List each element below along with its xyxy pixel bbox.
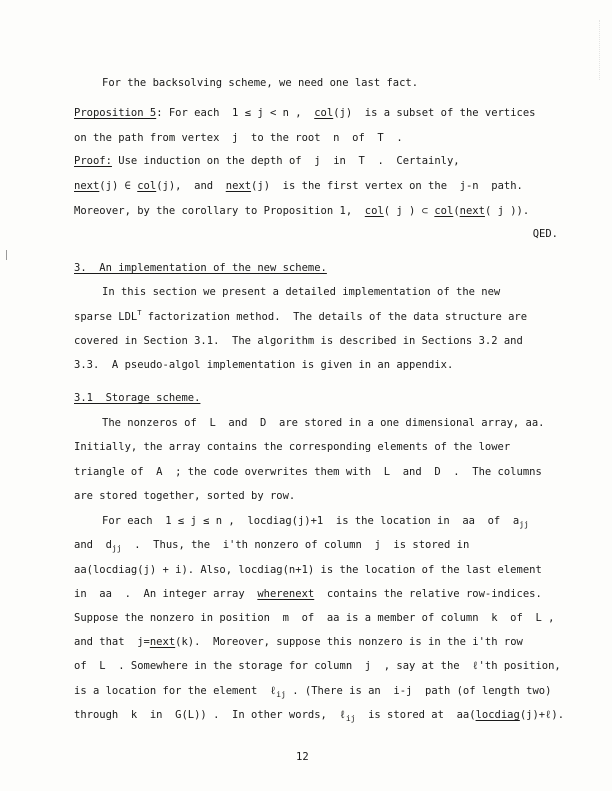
paragraph-line: covered in Section 3.1. The algorithm is described in Sections 3.2 and <box>74 335 523 347</box>
proof-line: Moreover, by the corollary to Proposition 1, col( j ) ⊂ col(next( j )). <box>74 205 530 217</box>
proof-label: Proof: <box>74 155 112 167</box>
paragraph-line: sparse $LDL^T$ factorization method. The details of the data structure are <box>74 309 528 323</box>
paragraph-line: For each 1 ≤ j ≤ n , locdiag(j)+1 is the location in aa of $a_{jj}$ <box>102 515 529 529</box>
paragraph-line: is a location for the element ℓ$_{ij}$ . (There is an i-j path (of length two) <box>74 685 552 699</box>
proposition-line: on the path from vertex j to the root n of T . <box>74 132 403 144</box>
qed-mark: QED. <box>532 228 558 240</box>
paragraph-line: through k in G(L)) . In other words, ℓ$_{ij}$ is stored at aa(locdiag(j)+ℓ). <box>74 709 565 723</box>
paragraph-line: The nonzeros of L and D are stored in a one dimensional array, aa. <box>102 417 545 429</box>
paragraph-line: are stored together, sorted by row. <box>74 490 296 502</box>
scan-artifact <box>599 20 606 80</box>
page-number: 12 <box>296 751 309 763</box>
paragraph-line: 3.3. A pseudo-algol implementation is given in an appendix. <box>74 359 454 371</box>
section-heading: 3. An implementation of the new scheme. <box>74 262 327 274</box>
proof-line: Proof: Use induction on the depth of j in T . Certainly, <box>74 155 460 167</box>
subsection-heading: 3.1 Storage scheme. <box>74 392 201 404</box>
paragraph-line: and that j=next(k). Moreover, suppose this nonzero is in the i'th row <box>74 636 523 648</box>
proposition-label: Proposition 5 <box>74 107 157 119</box>
paragraph-line: aa(locdiag(j) + i). Also, locdiag(n+1) is the location of the last element <box>74 564 542 576</box>
paragraph-line: For the backsolving scheme, we need one last fact. <box>102 77 419 89</box>
margin-mark <box>6 250 7 260</box>
paragraph-line: and $d_{jj}$ . Thus, the i'th nonzero of column j is stored in <box>74 539 470 553</box>
paragraph-line: in aa . An integer array wherenext contains the relative row-indices. <box>74 588 542 600</box>
proof-line: next(j) ∈ col(j), and next(j) is the first vertex on the j-n path. <box>74 180 523 192</box>
paragraph-line: In this section we present a detailed implementation of the new <box>102 286 501 298</box>
paragraph-line: Initially, the array contains the corresponding elements of the lower <box>74 441 511 453</box>
paragraph-line: Suppose the nonzero in position m of aa is a member of column k of L , <box>74 612 555 624</box>
paragraph-line: of L . Somewhere in the storage for column j , say at the ℓ'th position, <box>74 660 561 672</box>
proposition-line: Proposition 5: For each 1 ≤ j < n , col(j) is a subset of the vertices <box>74 107 536 119</box>
paragraph-line: triangle of A ; the code overwrites them with L and D . The columns <box>74 466 542 478</box>
